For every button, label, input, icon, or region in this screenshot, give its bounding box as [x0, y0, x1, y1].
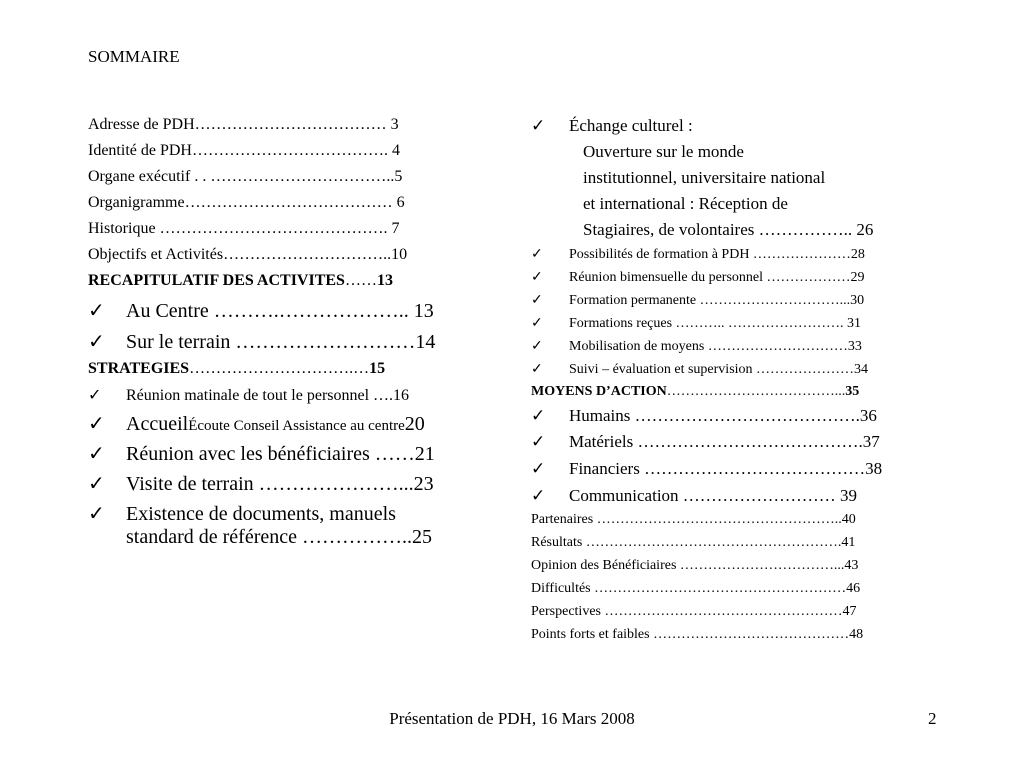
toc-entry[interactable]: Adresse de PDH……………………………… 3 — [88, 116, 399, 133]
checkmark-icon: ✓ — [531, 116, 546, 135]
page-number: 2 — [928, 709, 937, 728]
toc-entry[interactable]: ✓ Existence de documents, manuels standard de référence ……………..25 — [88, 503, 432, 548]
toc-section-heading[interactable]: RECAPITULATIF DES ACTIVITES …… 13 — [88, 272, 393, 289]
checkmark-icon: ✓ — [88, 413, 105, 435]
page-title: SOMMAIRE — [88, 47, 180, 66]
toc-entry[interactable]: ✓ Visite de terrain …………………...23 — [88, 473, 434, 495]
checkmark-icon: ✓ — [531, 406, 546, 425]
toc-entry[interactable]: ✓ Mobilisation de moyens …………………………33 — [531, 339, 862, 354]
toc-right-column — [531, 116, 951, 650]
toc-entry[interactable]: Organigramme………………………………… 6 — [88, 194, 405, 211]
toc-entry[interactable]: ✓ Réunion bimensuelle du personnel ………………29 — [531, 270, 865, 285]
toc-entry[interactable]: Objectifs et Activités…………………………..10 — [88, 246, 408, 263]
checkmark-icon: ✓ — [531, 486, 546, 505]
toc-entry[interactable]: ✓ Accueil Écoute Conseil Assistance au centre 20 — [88, 413, 425, 435]
toc-section-heading[interactable]: MOYENS D’ACTION ………………………………... 35 — [531, 384, 860, 399]
toc-entry[interactable]: Partenaires ……………………………………………..40 — [531, 512, 856, 527]
checkmark-icon: ✓ — [531, 247, 543, 262]
checkmark-icon: ✓ — [531, 459, 546, 478]
toc-entry[interactable]: ✓ Réunion matinale de tout le personnel ….16 — [88, 387, 410, 404]
checkmark-icon: ✓ — [531, 432, 546, 451]
toc-entry[interactable]: Points forts et faibles ……………………………………48 — [531, 627, 864, 642]
toc-entry[interactable]: ✓ Communication ……………………… 39 — [531, 486, 858, 505]
toc-entry[interactable]: Identité de PDH………………………………. 4 — [88, 142, 400, 159]
toc-left-column — [88, 116, 488, 551]
toc-entry[interactable]: Perspectives ……………………………………………47 — [531, 604, 857, 619]
checkmark-icon: ✓ — [531, 270, 543, 285]
toc-entry[interactable]: ✓ Matériels ………………………………….37 — [531, 432, 880, 451]
checkmark-icon: ✓ — [531, 362, 543, 377]
footer-text: Présentation de PDH, 16 Mars 2008 — [389, 709, 635, 728]
checkmark-icon: ✓ — [531, 339, 543, 354]
toc-entry[interactable]: Difficultés ………………………………………………46 — [531, 581, 861, 596]
toc-entry[interactable]: ✓ Formations reçues ……….. ……………………. 31 — [531, 316, 862, 331]
toc-entry[interactable]: Organe exécutif . . ……………………………..5 — [88, 168, 403, 185]
toc-entry[interactable]: ✓ Sur le terrain ………………………14 — [88, 331, 436, 353]
checkmark-icon: ✓ — [88, 473, 105, 495]
toc-entry[interactable]: ✓ Formation permanente …………………………...30 — [531, 293, 865, 308]
checkmark-icon: ✓ — [88, 443, 105, 465]
toc-entry[interactable]: ✓ Possibilités de formation à PDH …………………28 — [531, 247, 865, 262]
checkmark-icon: ✓ — [531, 293, 543, 308]
checkmark-icon: ✓ — [88, 387, 102, 404]
toc-entry[interactable]: ✓ Réunion avec les bénéficiaires ……21 — [88, 443, 435, 465]
toc-entry[interactable]: ✓ Au Centre ……….……………….. 13 — [88, 300, 434, 322]
checkmark-icon: ✓ — [88, 331, 105, 353]
toc-entry[interactable]: Résultats ……………………………………………….41 — [531, 535, 856, 550]
toc-section-heading[interactable]: STRATEGIES ………………………….… 15 — [88, 360, 386, 377]
toc-entry[interactable]: ✓ Suivi – évaluation et supervision …………………34 — [531, 362, 869, 377]
checkmark-icon: ✓ — [531, 316, 543, 331]
checkmark-icon: ✓ — [88, 300, 105, 322]
toc-entry[interactable]: Historique ……………………………………. 7 — [88, 220, 400, 237]
toc-entry[interactable]: ✓ Humains ………………………………….36 — [531, 406, 877, 425]
toc-entry[interactable]: Opinion des Bénéficiaires ……………………………...43 — [531, 558, 859, 573]
toc-entry[interactable]: ✓ Financiers …………………………………38 — [531, 459, 883, 478]
toc-entry[interactable]: ✓ Échange culturel : Ouverture sur le monde institutionnel, universitaire national et international : Réception de Stagiaires, de volontaires …………….. 26 — [531, 116, 874, 239]
checkmark-icon: ✓ — [88, 503, 105, 525]
